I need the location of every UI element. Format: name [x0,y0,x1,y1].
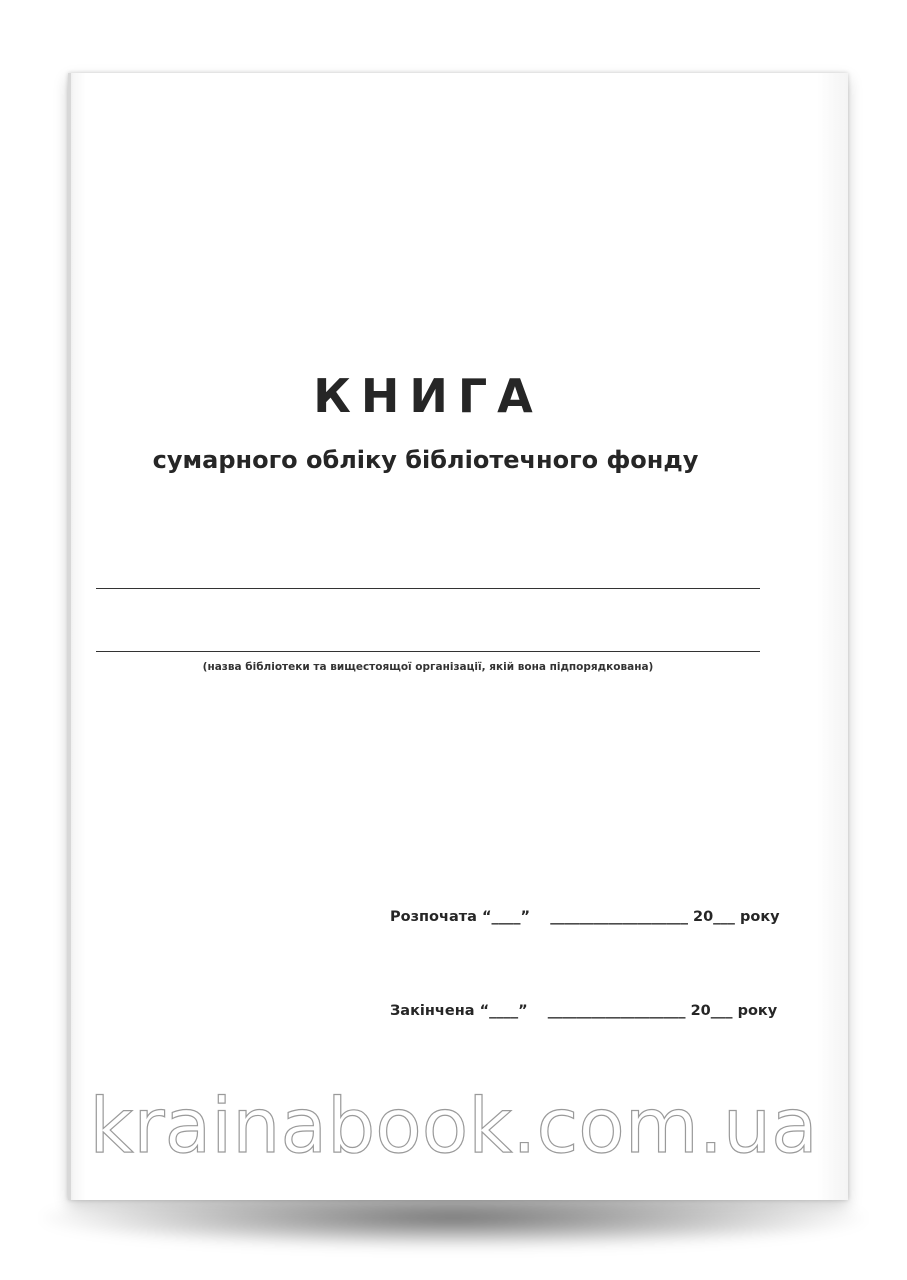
cover-subtitle: сумарного обліку бібліотечного фонду [152,446,699,474]
started-date-row [390,909,780,925]
finished-label: Закінчена [390,1003,475,1019]
site-watermark: krainabook.com.ua [89,1081,818,1170]
finished-year-suffix: року [737,1003,778,1019]
started-label: Розпочата [390,909,477,925]
started-year-suffix: року [740,909,780,925]
cover-edge [68,73,71,1200]
book-cover [68,73,848,1200]
library-name-line-2 [96,651,760,652]
started-month-blank: ___________________ [550,909,688,925]
finished-month-blank: ___________________ [547,1003,686,1019]
library-name-caption: (назва бібліотеки та вищестоящої організації, якій вона підпорядкована) [202,661,654,673]
finished-date-row [390,1003,778,1019]
cover-title: КНИГА [313,369,543,423]
finished-day-blank: “____” [479,1003,528,1019]
library-name-line-1 [96,588,760,589]
finished-year-blank: 20___ [690,1003,733,1019]
started-year-blank: 20___ [693,909,735,925]
started-day-blank: “____” [482,909,531,925]
